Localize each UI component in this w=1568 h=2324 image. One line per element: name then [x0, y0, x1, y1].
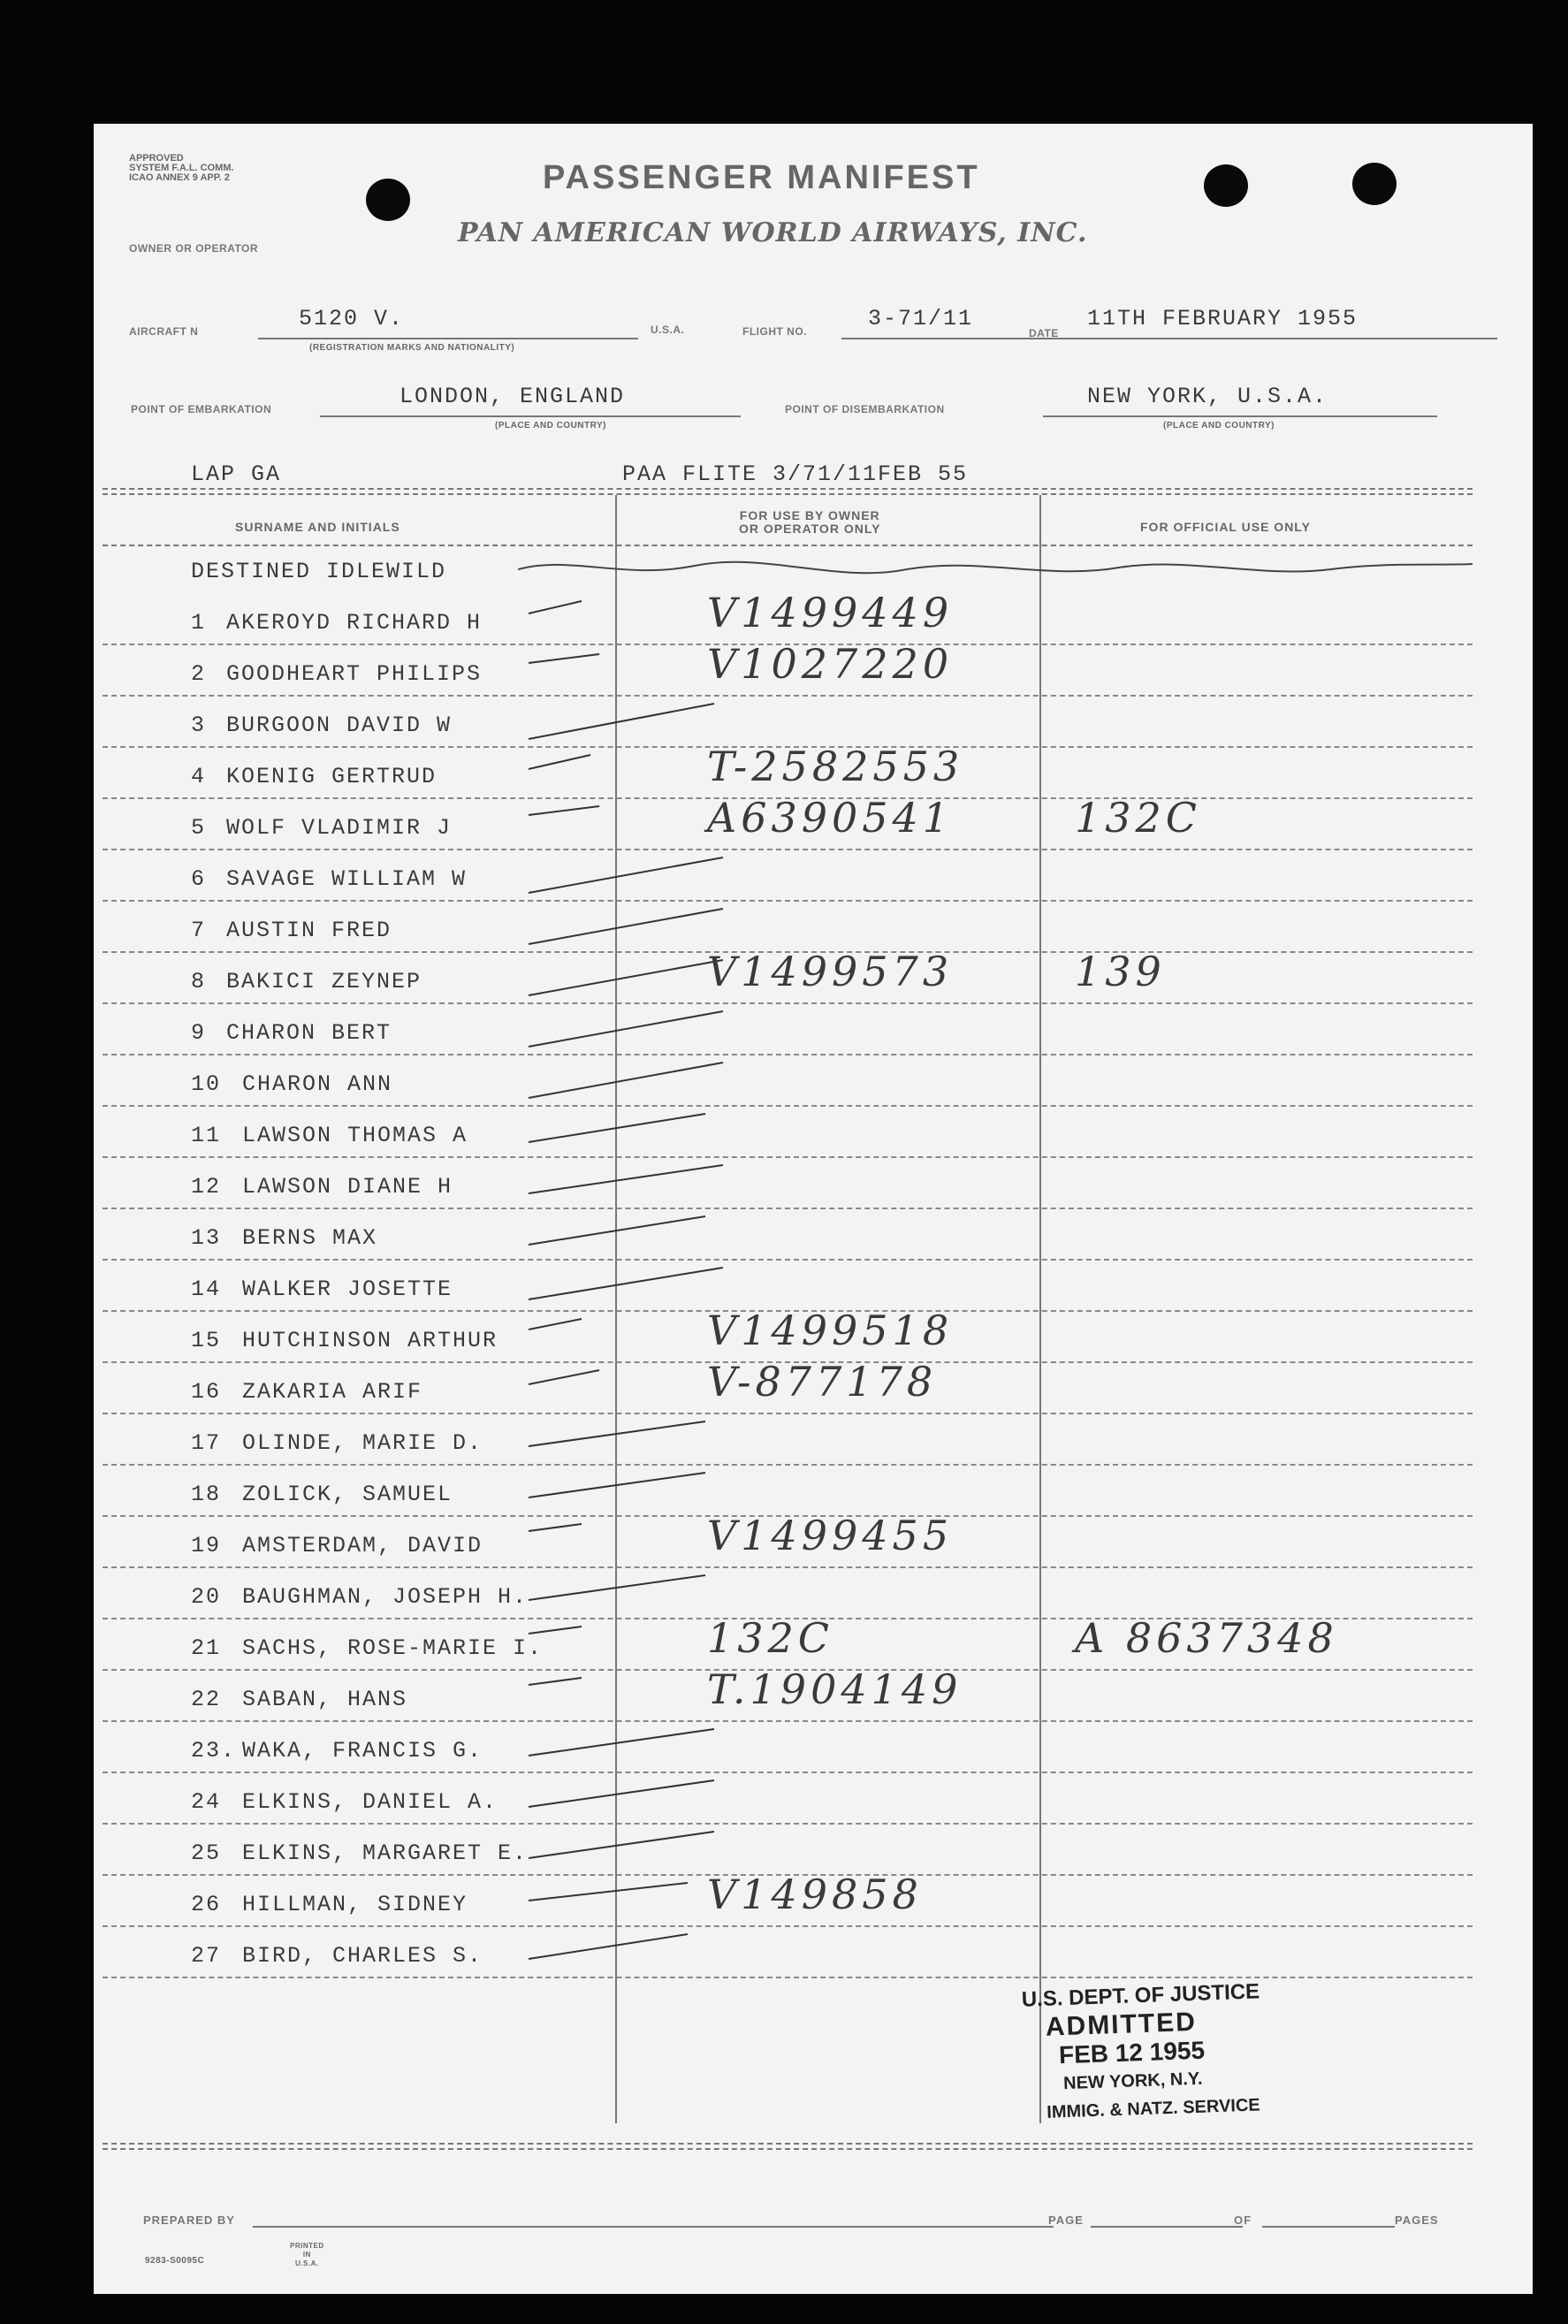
manifest-sheet [94, 124, 1533, 2294]
destined-label: DESTINED IDLEWILD [191, 559, 447, 584]
passenger-number: 10 [191, 1071, 222, 1097]
printed-line: PRINTED [290, 2242, 324, 2250]
form-number: 9283-S0095C [145, 2256, 205, 2266]
passenger-number: 5 [191, 815, 207, 841]
passenger-row [94, 1054, 1533, 1105]
passenger-row [94, 1665, 1533, 1720]
passenger-name: ELKINS, DANIEL A. [242, 1789, 499, 1815]
passenger-row [94, 640, 1533, 695]
passenger-row [94, 900, 1533, 951]
passenger-number: 18 [191, 1482, 222, 1507]
check-mark [527, 1420, 730, 1460]
passenger-row [94, 1720, 1533, 1772]
owner-entry: 132C [707, 1614, 833, 1662]
passenger-number: 3 [191, 712, 207, 738]
passenger-row [94, 1925, 1533, 1977]
passenger-number: 9 [191, 1020, 207, 1046]
passenger-row [94, 1614, 1533, 1669]
passenger-row [94, 1566, 1533, 1618]
passenger-number: 1 [191, 610, 207, 636]
owner-entry: V1499573 [707, 948, 954, 995]
check-mark [527, 856, 730, 896]
embark-sublabel: (PLACE AND COUNTRY) [495, 421, 606, 431]
passenger-number: 15 [191, 1328, 222, 1353]
column-header-surname: SURNAME AND INITIALS [235, 520, 400, 534]
passenger-number: 24 [191, 1789, 222, 1815]
nationality: U.S.A. [651, 324, 685, 336]
owner-label: OWNER OR OPERATOR [129, 242, 259, 255]
passenger-name: ELKINS, MARGARET E. [242, 1840, 529, 1866]
passenger-row [94, 1413, 1533, 1464]
printed-line: IN [302, 2251, 311, 2259]
passenger-row [94, 1208, 1533, 1259]
embark-label: POINT OF EMBARKATION [131, 403, 272, 415]
passenger-name: AKEROYD RICHARD H [226, 610, 483, 636]
passenger-name: LAWSON THOMAS A [242, 1123, 468, 1148]
passenger-name: AMSTERDAM, DAVID [242, 1533, 483, 1558]
check-mark [527, 1779, 730, 1819]
approval-block [129, 154, 234, 183]
passenger-name: SABAN, HANS [242, 1687, 408, 1712]
aircraft-sublabel: (REGISTRATION MARKS AND NATIONALITY) [309, 343, 515, 353]
check-mark [527, 1215, 730, 1255]
passenger-name: BERNS MAX [242, 1225, 378, 1251]
passenger-name: KOENIG GERTRUD [226, 764, 438, 789]
check-mark [527, 1471, 730, 1512]
passenger-number: 26 [191, 1892, 222, 1917]
passenger-name: CHARON ANN [242, 1071, 393, 1097]
wavy-line [518, 553, 1473, 589]
passenger-name: CHARON BERT [226, 1020, 392, 1046]
passenger-row [94, 1307, 1533, 1361]
admitted-stamp [1021, 1977, 1264, 2127]
passenger-row [94, 1259, 1533, 1310]
check-mark [527, 599, 730, 640]
passenger-row [94, 1772, 1533, 1823]
passenger-number: 4 [191, 764, 207, 789]
page-label: PAGE [1048, 2214, 1084, 2227]
embark-value: LONDON, ENGLAND [400, 384, 626, 409]
passenger-number: 11 [191, 1123, 222, 1148]
stamp-line-4: NEW YORK, N.Y. [1062, 2069, 1203, 2094]
passenger-name: OLINDE, MARIE D. [242, 1430, 483, 1456]
passenger-name: BAKICI ZEYNEP [226, 969, 422, 994]
passenger-name: LAWSON DIANE H [242, 1174, 453, 1200]
check-mark [527, 1010, 730, 1050]
check-mark [527, 1676, 730, 1717]
column-header-owner-line1: FOR USE BY OWNER [739, 508, 880, 522]
check-mark [527, 702, 730, 743]
passenger-name: SACHS, ROSE-MARIE I. [242, 1635, 544, 1661]
passenger-row [94, 948, 1533, 1002]
passenger-name: HUTCHINSON ARTHUR [242, 1328, 499, 1353]
owner-entry: T-2582553 [707, 743, 964, 790]
passenger-number: 17 [191, 1430, 222, 1456]
prepared-by-label: PREPARED BY [143, 2214, 235, 2227]
punch-hole-3 [1352, 163, 1397, 205]
check-mark [527, 753, 730, 794]
passenger-row [94, 589, 1533, 644]
approval-line: APPROVED [129, 153, 184, 164]
of-label: OF [1234, 2214, 1252, 2227]
aircraft-value: 5120 V. [299, 306, 405, 331]
column-header-owner [739, 509, 880, 536]
passenger-name: ZAKARIA ARIF [242, 1379, 423, 1405]
passenger-name: BIRD, CHARLES S. [242, 1943, 483, 1969]
passenger-number: 8 [191, 969, 207, 994]
stamp-line-1: U.S. DEPT. OF JUSTICE [1021, 1979, 1260, 2012]
flight-value: 3-71/11 [868, 306, 974, 331]
check-mark [527, 907, 730, 948]
company-name: PAN AMERICAN WORLD AIRWAYS, INC. [458, 217, 1088, 248]
date-value: 11TH FEBRUARY 1955 [1087, 306, 1359, 331]
passenger-name: WAKA, FRANCIS G. [242, 1738, 483, 1764]
owner-entry: V149858 [707, 1871, 923, 1918]
owner-entry: A6390541 [707, 794, 954, 842]
passenger-row [94, 1464, 1533, 1515]
passenger-number: 22 [191, 1687, 222, 1712]
code-left: LAP GA [191, 461, 282, 487]
passenger-row [94, 849, 1533, 900]
check-mark [527, 804, 730, 845]
passenger-name: HILLMAN, SIDNEY [242, 1892, 468, 1917]
passenger-row [94, 1105, 1533, 1156]
owner-entry: V1499449 [707, 589, 954, 636]
column-header-official: FOR OFFICIAL USE ONLY [1140, 520, 1311, 534]
check-mark [527, 1317, 730, 1358]
passenger-number: 16 [191, 1379, 222, 1405]
passenger-row [94, 794, 1533, 849]
check-mark [527, 1573, 730, 1614]
printed-line: U.S.A. [295, 2259, 319, 2267]
approval-line: SYSTEM F.A.L. COMM. [129, 163, 234, 173]
passenger-number: 14 [191, 1276, 222, 1302]
passenger-number: 19 [191, 1533, 222, 1558]
approval-line: ICAO ANNEX 9 APP. 2 [129, 172, 230, 183]
passenger-row [94, 1871, 1533, 1925]
owner-entry: T.1904149 [707, 1665, 963, 1713]
passenger-name: SAVAGE WILLIAM W [226, 866, 468, 892]
passenger-row [94, 1512, 1533, 1566]
code-center: PAA FLITE 3/71/11FEB 55 [622, 461, 969, 487]
stamp-line-3: FEB 12 1955 [1058, 2036, 1206, 2069]
check-mark [527, 1061, 730, 1101]
aircraft-label: AIRCRAFT N [129, 325, 199, 338]
passenger-row [94, 1002, 1533, 1054]
disembark-sublabel: (PLACE AND COUNTRY) [1163, 421, 1275, 431]
stamp-line-2: ADMITTED [1045, 2007, 1198, 2042]
passenger-number: 27 [191, 1943, 222, 1969]
check-mark [527, 1625, 730, 1665]
passenger-name: BAUGHMAN, JOSEPH H. [242, 1584, 529, 1610]
check-mark [527, 1932, 730, 1973]
check-mark [527, 1112, 730, 1153]
passenger-number: 20 [191, 1584, 222, 1610]
passenger-number: 2 [191, 661, 207, 687]
owner-entry: V1027220 [707, 640, 954, 688]
passenger-number: 12 [191, 1174, 222, 1200]
page-title: PASSENGER MANIFEST [543, 159, 980, 196]
date-label: DATE [1029, 327, 1059, 339]
passenger-number: 21 [191, 1635, 222, 1661]
stamp-line-5: IMMIG. & NATZ. SERVICE [1046, 2095, 1261, 2122]
official-entry: 139 [1075, 948, 1166, 995]
row-rule [103, 1977, 1473, 1978]
owner-entry: V1499518 [707, 1307, 954, 1354]
check-mark [527, 1727, 730, 1768]
check-mark [527, 1368, 730, 1409]
owner-entry: V1499455 [707, 1512, 954, 1559]
pages-label: PAGES [1395, 2214, 1439, 2227]
passenger-row [94, 743, 1533, 797]
check-mark [527, 1163, 730, 1204]
passenger-row [94, 1358, 1533, 1413]
passenger-row [94, 695, 1533, 746]
punch-hole-2 [1204, 164, 1248, 207]
check-mark [527, 1881, 730, 1922]
passenger-row [94, 1823, 1533, 1874]
passenger-name: BURGOON DAVID W [226, 712, 453, 738]
owner-entry: V-877178 [707, 1358, 938, 1406]
check-mark [527, 651, 730, 691]
passenger-number: 7 [191, 918, 207, 943]
passenger-name: GOODHEART PHILIPS [226, 661, 483, 687]
check-mark [527, 1266, 730, 1307]
check-mark [527, 1830, 730, 1871]
passenger-number: 25 [191, 1840, 222, 1866]
passenger-name: ZOLICK, SAMUEL [242, 1482, 453, 1507]
check-mark [527, 958, 730, 999]
passenger-name: WALKER JOSETTE [242, 1276, 453, 1302]
passenger-number: 6 [191, 866, 207, 892]
disembark-label: POINT OF DISEMBARKATION [785, 403, 945, 415]
column-header-owner-line2: OR OPERATOR ONLY [739, 522, 881, 536]
passenger-row [94, 1156, 1533, 1208]
official-entry: 132C [1075, 794, 1201, 842]
check-mark [527, 1522, 730, 1563]
flight-label: FLIGHT NO. [742, 325, 807, 338]
printed-in-usa [290, 2242, 324, 2268]
passenger-name: AUSTIN FRED [226, 918, 392, 943]
official-entry: A 8637348 [1075, 1614, 1338, 1662]
passenger-number: 23. [191, 1738, 237, 1764]
punch-hole-1 [366, 179, 410, 221]
passenger-name: WOLF VLADIMIR J [226, 815, 453, 841]
passenger-number: 13 [191, 1225, 222, 1251]
disembark-value: NEW YORK, U.S.A. [1087, 384, 1328, 409]
